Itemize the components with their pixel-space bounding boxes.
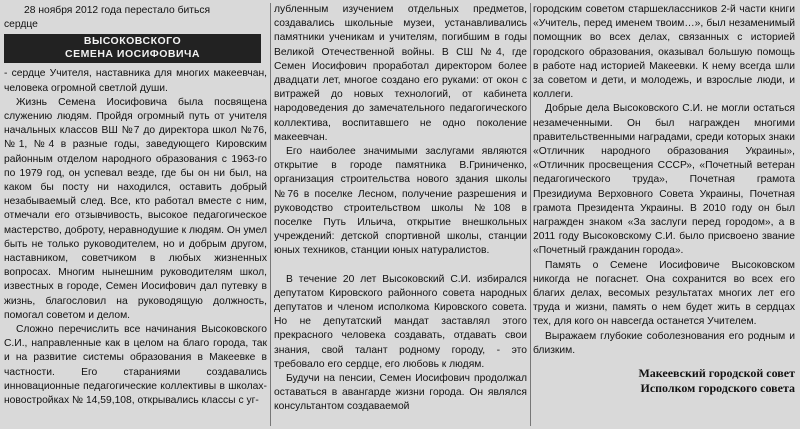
paragraph: Будучи на пенсии, Семен Иосифович продолжал оставаться в авангарде жизни города. Он являлся консультантом создаваемой <box>274 373 527 413</box>
header-line: сердце <box>4 19 38 31</box>
title-surname: ВЫСОКОВСКОГО <box>83 35 182 48</box>
paragraph: городским советом старшеклассников 2-й части книги «Учитель, перед именем твоим…», был незаменимый помощник во всех делах, связанных с историей городского образования, оказывал большую помощь в работе над историей Макеевки. К нему всегда шли за советом и дети, и молодежь, и взрослые люди, и коллеги. <box>533 4 795 101</box>
column-divider <box>270 3 271 426</box>
paragraph: Добрые дела Высоковского С.И. не могли остаться незамеченными. Он был награжден многими правительственными наградами, среди которых знаки «Отличник народного образования Украины», «Отличник просвещения СССР», «Почетный ветеран педагогического труда», Почетная грамота Президиума Верховного Совета Украины, Почетная грамота Президента Украины. В 2010 году он был награжден знаком «За заслуги перед городом», а в 2011 году Высоковскому С.И. было присвоено звание «Почетный гражданин города». <box>533 103 795 257</box>
paragraph: Память о Семене Иосифовиче Высоковском никогда не погаснет. Она сохранится во всех его благих делах, весомых результатах многих лет его труда и жизни, память о нем будет жить в сердцах тех, для кого он навсегда останется Учителем. <box>533 259 795 328</box>
title-name: СЕМЕНА ИОСИФОВИЧА <box>65 48 200 61</box>
paragraph: - сердце Учителя, наставника для многих макеевчан, человека огромной светлой души. <box>4 68 267 94</box>
paragraph: лубленным изучением отдельных предметов, создавались школьные музеи, устанавливались памятники ученикам и учителям, погибшим в годы Великой Отечественной войны. В СШ №4, где Семен Иосифович проработал директором более двадцати лет, многое создано его руками: от окон с витражей до новых технологий, от кабинета народоведения до замечательного педагогического коллектива, воспитавшего не одно поколение макеевчан. <box>274 4 527 143</box>
column-2 <box>274 3 527 427</box>
paragraph: Выражаем глубокие соболезнования его родным и близким. <box>533 330 795 356</box>
name-title-box <box>4 34 261 63</box>
column-3 <box>533 3 795 427</box>
signature-executive-committee: Исполком городского совета <box>640 381 795 396</box>
paragraph: Жизнь Семена Иосифовича была посвящена служению людям. Пройдя огромный путь от учителя начальных классов ВШ №7 до директора школ №76, №1, №4 в разные годы, заведующего Кировским районным отделом народного образования с 1963-го по 1979 год, он успевал везде, где бы он ни был, на каком бы посту ни находился, оставить добрый незабываемый след. Все, кто работал вместе с ним, отмечали его отзывчивость, высокое педагогическое мастерство, доброту, неравнодушие к людям. Он умел быть не только руководителем, но и добрым другом, наставником, советчиком в любых жизненных вопросах. Многим нынешним руководителям школ, известных в городе, Семен Иосифович дал путевку в жизнь, благословил на руководящую должность, помогал советом и делом. <box>4 96 267 321</box>
column-divider <box>530 3 531 426</box>
paragraph: Сложно перечислить все начинания Высоковского С.И., направленные как в целом на благо города, так и на развитие системы образования в Макеевке в частности. Его стараниями создавались инновационные педагогические коллективы в школах-новостройках № 14,59,108, открывались классы с уг- <box>4 324 267 407</box>
signature-city-council: Макеевский городской совет <box>638 366 795 381</box>
paragraph: Его наиболее значимыми заслугами являются открытие в городе памятника В.Гриниченко, организация строительства нового здания школы №76 в поселке Лесном, получение разрешения и руководство строительством школы №108 в поселке Путь Ильича, открытие внешкольных учреждений: детской спортивной школы, станции юных техников, станции юных натуралистов. <box>274 146 527 257</box>
header-line: 28 ноября 2012 года перестало биться <box>24 5 211 16</box>
paragraph: В течение 20 лет Высоковский С.И. избирался депутатом Кировского районного совета народных депутатов и членом исполкома Кировского совета. Но не депутатский мандат заставлял этого прекрасного человека создавать, отдавать свои знания, свой талант родному городу, - это требовало его сердце, его любовь к людям. <box>274 273 527 370</box>
column-1 <box>4 4 267 427</box>
